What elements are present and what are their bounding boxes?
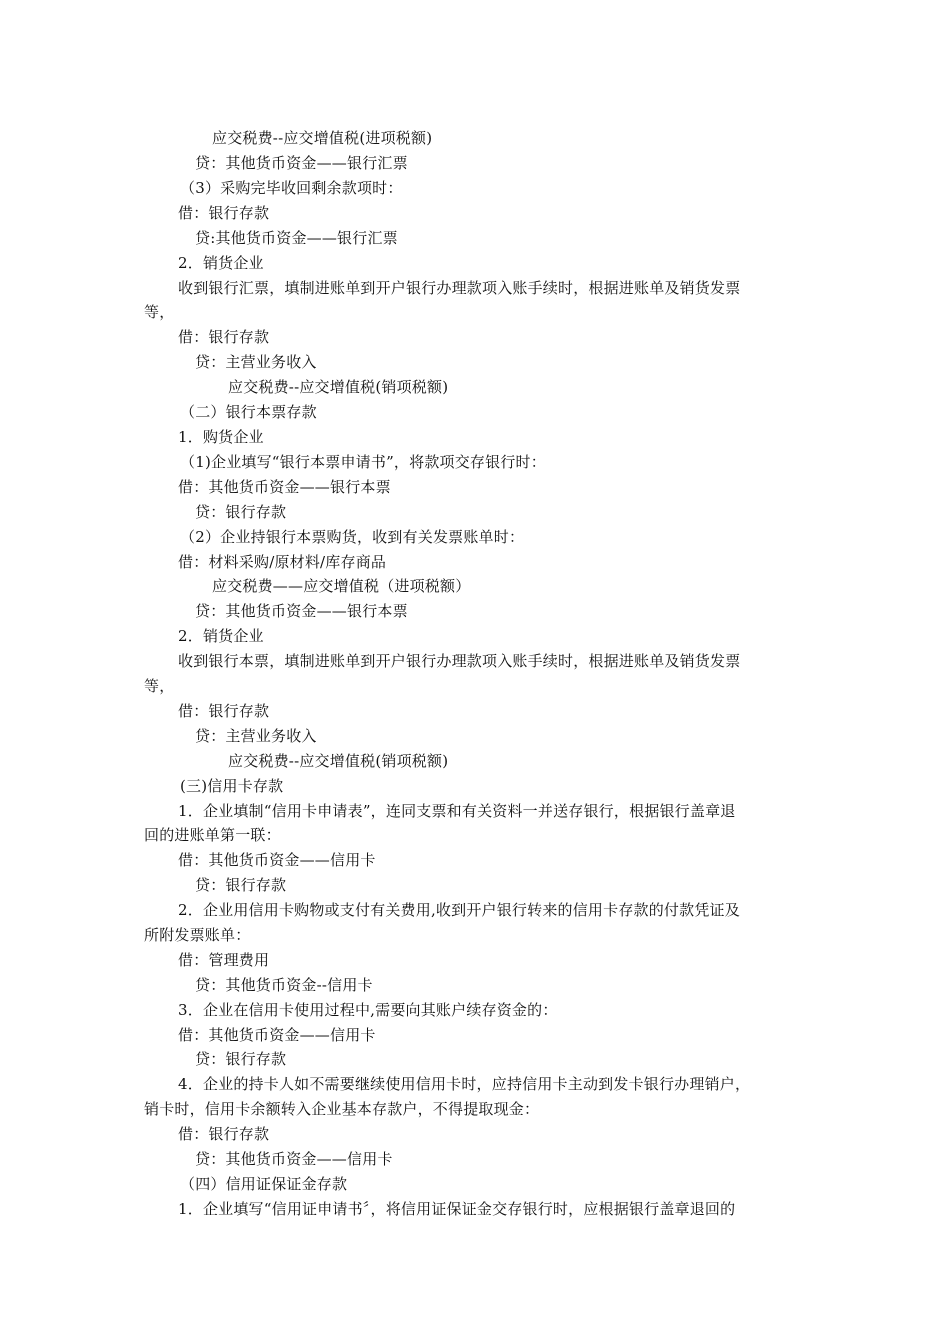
text-line: 应交税费--应交增值税(销项税额)	[228, 378, 449, 396]
text-line: 贷：银行存款	[195, 503, 287, 521]
text-line: 2．企业用信用卡购物或支付有关费用,收到开户银行转来的信用卡存款的付款凭证及	[178, 901, 740, 919]
text-line: 2．销货企业	[178, 627, 264, 645]
text-line: 所附发票账单：	[144, 926, 251, 944]
text-line: 借：管理费用	[178, 951, 270, 969]
text-line: 贷：其他货币资金——银行汇票	[195, 154, 408, 172]
text-line: (三)信用卡存款	[180, 777, 284, 795]
text-line: 贷:其他货币资金——银行汇票	[195, 229, 398, 247]
text-line: （1)企业填写“银行本票申请书”，将款项交存银行时：	[180, 453, 546, 471]
text-line: 借：银行存款	[178, 1125, 270, 1143]
text-line: 销卡时，信用卡余额转入企业基本存款户，不得提取现金：	[144, 1100, 540, 1118]
text-line: 贷：其他货币资金——信用卡	[195, 1150, 393, 1168]
text-line: 贷：主营业务收入	[195, 353, 317, 371]
text-line: 收到银行汇票，填制进账单到开户银行办理款项入账手续时，根据进账单及销货发票	[178, 279, 741, 297]
text-line: 回的进账单第一联：	[144, 826, 281, 844]
text-line: 应交税费——应交增值税（进项税额）	[212, 577, 471, 595]
text-line: 应交税费--应交增值税(进项税额)	[212, 129, 433, 147]
text-line: 1．企业填制“信用卡申请表”，连同支票和有关资料一并送存银行，根据银行盖章退	[178, 802, 736, 820]
text-line: 借：银行存款	[178, 328, 270, 346]
text-line: 借：银行存款	[178, 702, 270, 720]
text-line: 3．企业在信用卡使用过程中,需要向其账户续存资金的：	[178, 1001, 558, 1019]
text-line: 1．企业填写“信用证申请书〞，将信用证保证金交存银行时，应根据银行盖章退回的	[178, 1200, 736, 1218]
text-line: 2．销货企业	[178, 254, 264, 272]
text-line: 贷：主营业务收入	[195, 727, 317, 745]
text-line: 贷：其他货币资金——银行本票	[195, 602, 408, 620]
text-line: 贷：其他货币资金--信用卡	[195, 976, 373, 994]
text-line: （二）银行本票存款	[180, 403, 317, 421]
text-line: 贷：银行存款	[195, 876, 287, 894]
text-line: 1．购货企业	[178, 428, 264, 446]
text-line: 等，	[144, 677, 175, 695]
text-line: 借：材料采购/原材料/库存商品	[178, 553, 387, 571]
text-line: 借：其他货币资金——信用卡	[178, 851, 376, 869]
text-line: 借：其他货币资金——信用卡	[178, 1026, 376, 1044]
text-line: （四）信用证保证金存款	[180, 1175, 348, 1193]
text-line: 借：其他货币资金——银行本票	[178, 478, 391, 496]
text-line: 等，	[144, 303, 175, 321]
text-line: 4．企业的持卡人如不需要继续使用信用卡时，应持信用卡主动到发卡银行办理销户，	[178, 1075, 751, 1093]
text-line: （2）企业持银行本票购货，收到有关发票账单时：	[180, 528, 525, 546]
text-line: （3）采购完毕收回剩余款项时：	[180, 179, 403, 197]
text-line: 收到银行本票，填制进账单到开户银行办理款项入账手续时，根据进账单及销货发票	[178, 652, 741, 670]
text-line: 借：银行存款	[178, 204, 270, 222]
text-line: 应交税费--应交增值税(销项税额)	[228, 752, 449, 770]
text-line: 贷：银行存款	[195, 1050, 287, 1068]
